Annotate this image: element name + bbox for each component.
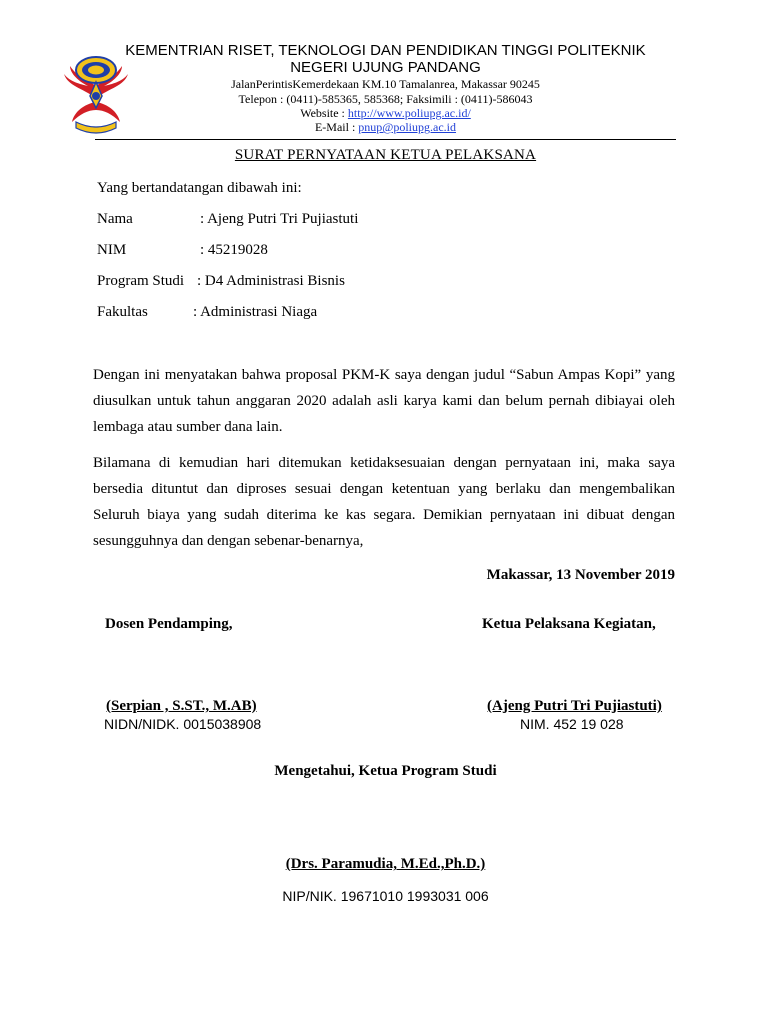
email-label: E-Mail : <box>314 120 359 134</box>
header-divider <box>95 139 676 140</box>
header-phone: Telepon : (0411)-585365, 585368; Faksimili : (0411)-586043 <box>238 92 533 106</box>
header-line-2: NEGERI UJUNG PANDANG <box>290 59 481 76</box>
header-address: JalanPerintisKemerdekaan KM.10 Tamalanrea, Makassar 90245 <box>231 77 540 91</box>
email-link[interactable]: pnup@poliupg.ac.id <box>358 120 457 134</box>
approver-id: NIP/NIK. 19671010 1993031 006 <box>282 888 489 904</box>
field-value-nim: : 45219028 <box>200 242 268 258</box>
field-label-nim: NIM <box>97 242 127 258</box>
right-signatory-name: (Ajeng Putri Tri Pujiastuti) <box>487 698 662 714</box>
header-line-1: KEMENTRIAN RISET, TEKNOLOGI DAN PENDIDIKAN TINGGI POLITEKNIK <box>125 42 646 59</box>
statement-paragraph-2: Bilamana di kemudian hari ditemukan ketidaksesuaian dengan pernyataan ini, maka saya bersedia dituntut dan diproses sesuai dengan ketentuan yang berlaku dan mengembalikan Seluruh biaya yang sudah diterima ke kas segara. Demikian pernyataan ini dibuat dengan sesungguhnya dan dengan sebenar-benarnya, <box>93 455 675 549</box>
document-title: SURAT PERNYATAAN KETUA PELAKSANA <box>234 147 537 163</box>
approver-name: (Drs. Paramudia, M.Ed.,Ph.D.) <box>285 856 486 872</box>
left-signatory-role: Dosen Pendamping, <box>105 616 233 632</box>
website-label: Website : <box>300 106 348 120</box>
header-website <box>95 106 676 121</box>
field-label-fakultas: Fakultas <box>97 304 148 320</box>
left-signatory-name: (Serpian , S.ST., M.AB) <box>106 698 257 714</box>
right-signatory-role: Ketua Pelaksana Kegiatan, <box>482 616 656 632</box>
field-label-nama: Nama <box>97 211 133 227</box>
place-date: Makassar, 13 November 2019 <box>486 567 675 583</box>
website-link[interactable]: http://www.poliupg.ac.id/ <box>347 106 471 120</box>
right-signatory-id: NIM. 452 19 028 <box>520 716 624 732</box>
left-signatory-id: NIDN/NIDK. 0015038908 <box>104 716 262 732</box>
statement-paragraph-1: Dengan ini menyatakan bahwa proposal PKM-K saya dengan judul “Sabun Ampas Kopi” yang diusulkan untuk tahun anggaran 2020 adalah asli karya kami dan belum pernah dibiayai oleh lembaga atau sumber dana lain. <box>93 367 675 435</box>
field-value-fakultas: : Administrasi Niaga <box>193 304 318 320</box>
field-label-program: Program Studi <box>97 273 185 289</box>
approval-label: Mengetahui, Ketua Program Studi <box>274 763 497 779</box>
intro-text: Yang bertandatangan dibawah ini: <box>97 180 302 196</box>
field-value-program: : D4 Administrasi Bisnis <box>197 273 345 289</box>
field-value-nama: : Ajeng Putri Tri Pujiastuti <box>200 211 359 227</box>
header-email <box>95 120 676 135</box>
